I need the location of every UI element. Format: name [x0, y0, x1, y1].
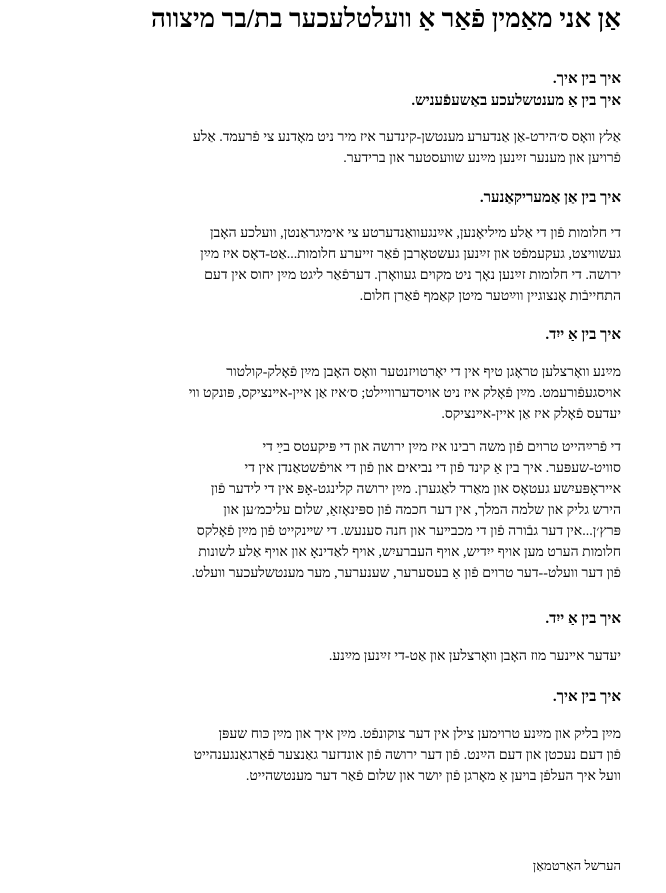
paragraph-line: יעדער אײנער מוז האָבן וואָרצלען און אַט-די זײַנען מײַנע.	[328, 649, 621, 664]
paragraph-line: חלומות הערט מען אויף ייִדיש, אויף העברעיִש, אויף לאַדינאָ און אויף אַלע לשונות	[198, 545, 621, 560]
paragraph-line: פֿרויען און מענער זײַנען מײַנע שוועסטער און ברידער.	[343, 151, 621, 166]
paragraph-line: די חלומות פֿון די אַלע מיליאָנען, אײַנגעוואַנדערטע צי אימיגראַנטן, וועלכע האָבן	[209, 226, 621, 241]
paragraph-line: פֿון דער וועלט--דער טרוים פֿון אַ בעסערער, שענערער, מער מענטשלעכער וועלט.	[191, 566, 621, 581]
section-heading-group	[35, 324, 621, 346]
section-heading: איך בין איך.	[552, 689, 621, 705]
paragraph-line: התחייבֿות אָנצוגיין ווײַטער מיטן קאַמף פֿאַרן חלום.	[359, 289, 621, 304]
paragraph-line: סוויט-שעפּער. איך בין אַ קינד פֿון די נביאים און פֿון די אויפֿשטאַנדן אין די	[244, 461, 621, 476]
paragraph-line: פֿון דעם נעכטן און דעם הײַנט. פֿון דער ירושה פֿון אונדזער גאַנצער פֿאַרגאַנגענהייט	[193, 748, 621, 763]
paragraph-line: וועל איך העלפֿן בויען אַ מאָרגן פֿון יושר און שלום פֿאַר דער מענטשהייט.	[245, 769, 621, 784]
paragraph	[35, 646, 621, 667]
paragraph	[35, 362, 621, 425]
paragraph	[35, 223, 621, 307]
paragraph-line: הירש גליק און שלמה המלך, אין דער חכמה פֿון ספּינאָזאַ, שלום עליכמ׳ען און	[223, 503, 621, 518]
paragraph-line: פּרץ׳ן...אין דער גבֿורה פֿון די מכבײער און חנה סענעש. די שײנקייט פֿון מײַן פֿאָלקס	[196, 524, 621, 539]
page-title: אַן אני מאַמין פֿאַר אַ וועלטלעכער בת/בר מיצווה	[150, 4, 621, 33]
section-heading: איך בין אַ ייִד.	[545, 327, 621, 343]
section-heading-group	[35, 187, 621, 209]
paragraph-line: געשוויצט, געקעמפֿט און זײַנען געשטאָרבן פֿאַר זייערע חלומות...אַט-דאָס איז מײַן	[200, 247, 621, 262]
paragraph-line: ירושה. די חלומות זײַנען נאָך ניט מקוים געוואָרן. דערפֿאַר ליגט מײַן יחוס אין דעם	[204, 268, 621, 283]
section-heading: איך בין אַ מענטשלעכע באַשעפֿעניש.	[411, 93, 621, 109]
section-heading: איך בין אַ ייִד.	[545, 611, 621, 627]
paragraph	[35, 127, 621, 169]
paragraph	[35, 724, 621, 787]
section-heading: איך בין איך.	[552, 71, 621, 87]
paragraph-line: יעדעס פֿאָלק איז אַן איין-אײנציקס.	[441, 407, 621, 422]
section-heading: איך בין אַן אַמעריקאַנער.	[479, 190, 621, 206]
section-heading-group	[35, 608, 621, 630]
paragraph-line: די פֿרײַהייט טרוים פֿון משה רבינו איז מײַן ירושה און די פּיקעטס בײַ די	[262, 440, 621, 455]
paragraph-line: אייראָפּעיִשע געטאָס און מאַרד לאַגערן. מײַן ירושה קלינגט-אָפּ אין די לידער פֿון	[210, 482, 621, 497]
paragraph-line: מײַנע וואָרצלען טראָגן טיף אין די יאָרטויזנטער וואָס האָבן מײַן פֿאָלק-קולטור	[226, 365, 621, 380]
section-heading-group	[35, 686, 621, 708]
section-heading-group	[35, 68, 621, 112]
paragraph-line: אַלץ וואָס ס׳הירט-אַן אַנדערע מענטשן-קינדער איז מיר ניט מאָדנע צי פֿרעמד. אַלע	[192, 130, 621, 145]
author-signature: הערשל האַרטמאַן	[532, 858, 621, 873]
paragraph	[35, 437, 621, 584]
paragraph-line: מײַן בליק און מײַנע טרוימען צילן אין דער צוקונפֿט. מײַן איך און מײַן כּוח שעפּן	[218, 727, 621, 742]
paragraph-line: אויסגעפֿורעמט. מײַן פֿאָלק איז ניט אויסדערוויילט; ס׳איז אַן איין-אײנציקס, פּונקט ווי	[188, 386, 621, 401]
